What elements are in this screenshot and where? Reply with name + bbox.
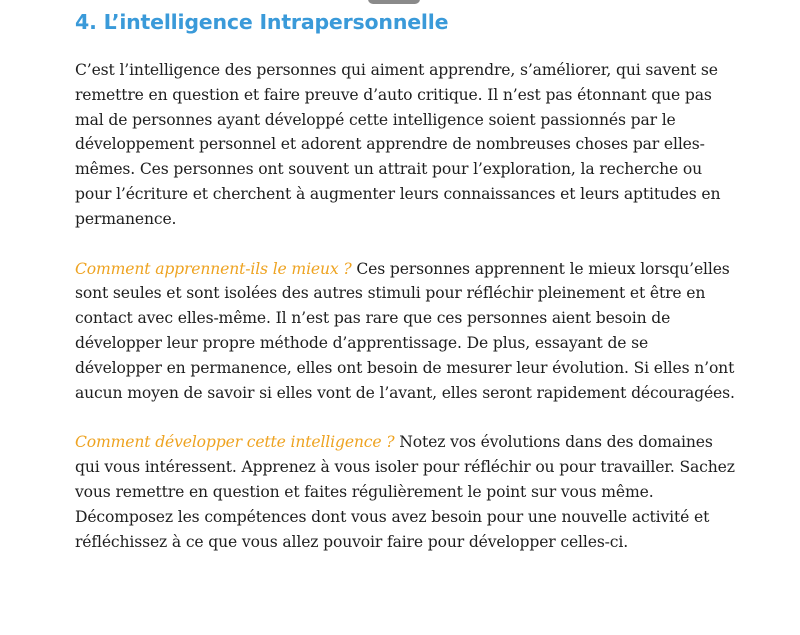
section-title: 4. L’intelligence Intrapersonnelle	[75, 10, 449, 34]
paragraph-learning-text: Ces personnes apprennent le mieux lorsqu’elles sont seules et sont isolées des autres stimuli pour réfléchir pleinement et être en contact avec elles-même. Il n’est pas rare que ces personnes aient besoin de développer leur propre méthode d’apprentissage. De plus, essayant de se développer en permanence, elles ont besoin de mesurer leur évolution. Si elles n’ont aucun moyen de savoir si elles vont de l’avant, elles seront rapidement découragées.	[75, 259, 735, 402]
paragraph-develop	[75, 430, 735, 554]
paragraph-intro	[75, 58, 735, 232]
paragraph-intro-text: C’est l’intelligence des personnes qui aiment apprendre, s’améliorer, qui savent se remettre en question et faire preuve d’auto critique. Il n’est pas étonnant que pas mal de personnes ayant développé cette intelligence soient passionnés par le développement personnel et adorent apprendre de nombreuses choses par elles-mêmes. Ces personnes ont souvent un attrait pour l’exploration, la recherche ou pour l’écriture et cherchent à augmenter leurs connaissances et leurs aptitudes en permanence.	[75, 61, 721, 228]
question-develop: Comment développer cette intelligence ?	[75, 433, 395, 452]
paragraph-develop-text: Notez vos évolutions dans des domaines qui vous intéressent. Apprenez à vous isoler pour réfléchir ou pour travailler. Sachez vous remettre en question et faites régulièrement le point sur vous même. Décomposez les compétences dont vous avez besoin pour une nouvelle activité et réfléchissez à ce que vous allez pouvoir faire pour développer celles-ci.	[75, 433, 735, 551]
scroll-handle[interactable]	[368, 0, 420, 4]
question-learning: Comment apprennent-ils le mieux ?	[75, 259, 352, 278]
paragraph-learning	[75, 257, 735, 406]
article-section	[75, 6, 735, 579]
